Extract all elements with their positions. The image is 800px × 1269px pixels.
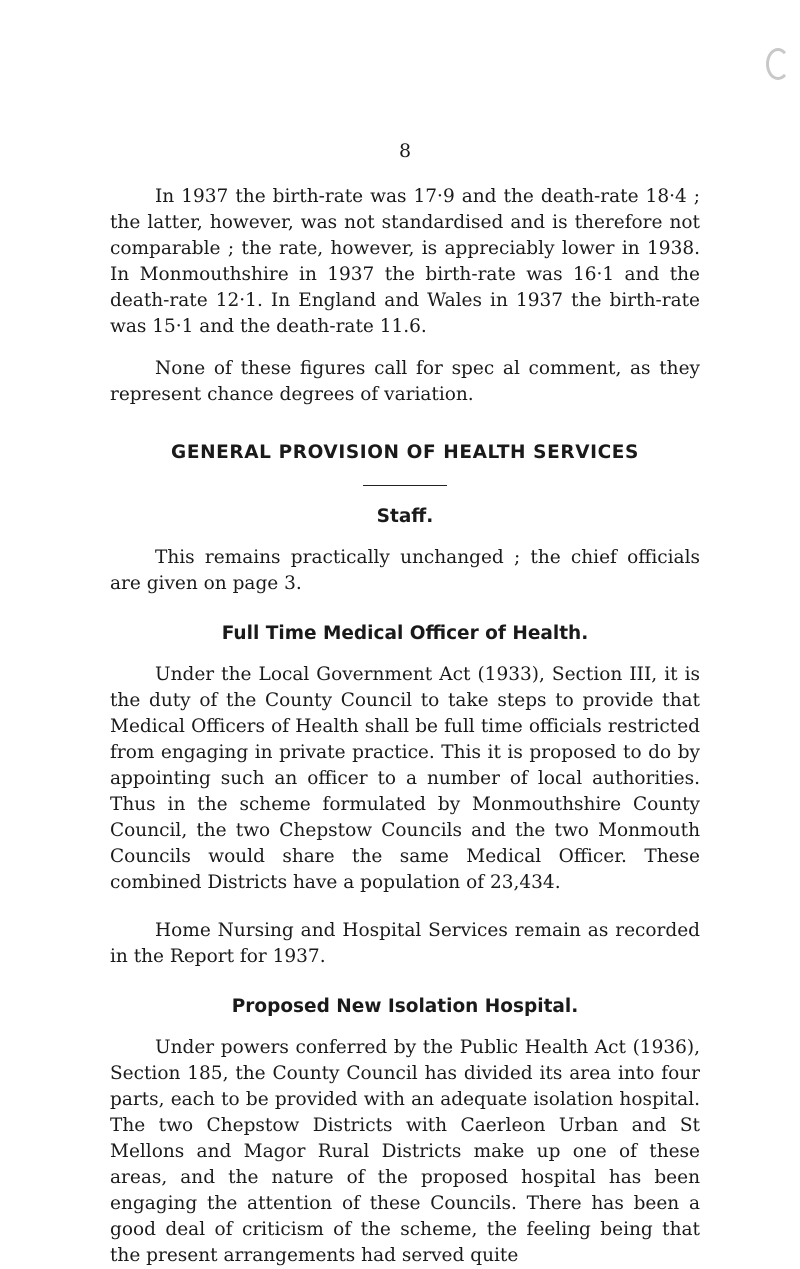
staff-paragraph: This remains practically unchanged ; the chief officials are given on page 3. [110,547,700,594]
page-corner-mark [766,48,790,80]
nursing-paragraph: Home Nursing and Hospital Services remain as recorded in the Report for 1937. [110,920,700,967]
intro-paragraph-variation: None of these figures call for spec al comment, as they represent chance degrees of variation. [110,358,700,405]
page-number: 8 [398,140,412,162]
isolation-hospital-heading: Proposed New Isolation Hospital. [231,996,579,1017]
document-page [110,140,700,1269]
medical-officer-paragraph: Under the Local Government Act (1933), Section III, it is the duty of the County Council to take steps to provide that Medical Officers of Health shall be full time officials restricted from engaging in private practice. This it is proposed to do by appointing such an officer to a number of local authorities. Thus in the scheme formulated by Monmouthshire County Council, the two Chepstow Councils and the two Monmouth Councils would share the same Medical Officer. These combined Districts have a population of 23,434. [110,664,700,893]
section-heading: GENERAL PROVISION OF HEALTH SERVICES [171,442,639,463]
intro-paragraph-rates: In 1937 the birth-rate was 17·9 and the death-rate 18·4 ; the latter, however, was not standardised and is therefore not comparable ; the rate, however, is appreciably lower in 1938. In Monmouthshire in 1937 the birth-rate was 16·1 and the death-rate 12·1. In England and Wales in 1937 the birth-rate was 15·1 and the death-rate 11.6. [110,186,700,337]
section-divider [363,485,447,486]
isolation-hospital-paragraph: Under powers conferred by the Public Health Act (1936), Section 185, the County Council has divided its area into four parts, each to be provided with an adequate isolation hospital. The two Chepstow Districts with Caerleon Urban and St Mellons and Magor Rural Districts make up one of these areas, and the nature of the proposed hospital has been engaging the attention of these Councils. There has been a good deal of criticism of the scheme, the feeling being that the present arrangements had served quite [110,1037,700,1266]
staff-heading: Staff. [376,506,434,527]
medical-officer-heading: Full Time Medical Officer of Health. [221,623,589,644]
